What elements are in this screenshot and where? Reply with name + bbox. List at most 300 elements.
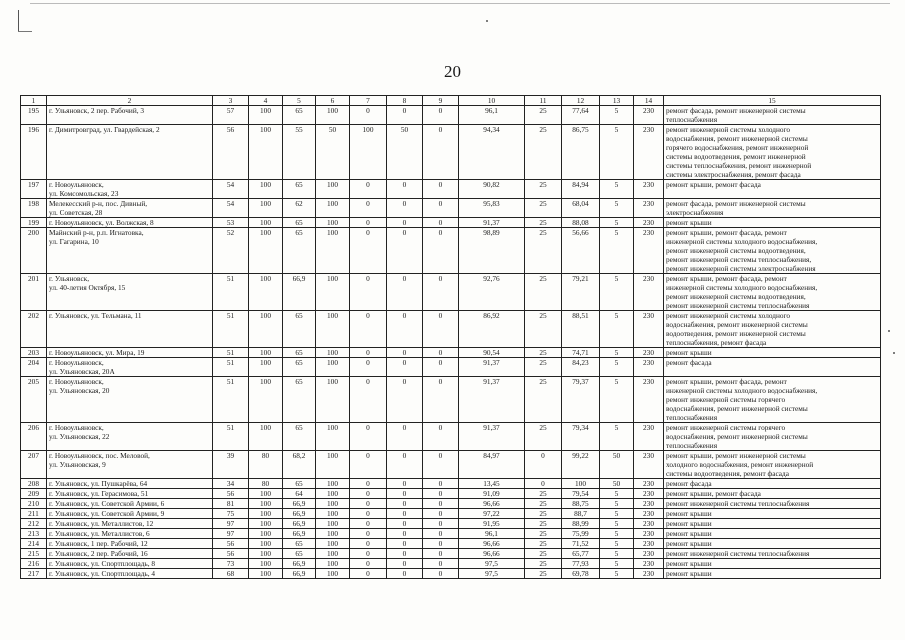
value-cell-c7: 0 bbox=[350, 529, 387, 539]
row-number: 217 bbox=[21, 569, 47, 579]
address-cell bbox=[47, 559, 213, 569]
address-cell-line: г. Ульяновск, ул. Советской Армии, 6 bbox=[49, 499, 165, 508]
column-header-4: 4 bbox=[249, 96, 283, 106]
value-cell-c4: 100 bbox=[249, 499, 283, 509]
address-cell-line: г. Ульяновск, ул. Металлистов, 6 bbox=[49, 529, 150, 538]
value-cell-c9: 0 bbox=[423, 559, 459, 569]
value-cell-c14: 230 bbox=[634, 549, 664, 559]
value-cell-c13: 5 bbox=[600, 274, 634, 311]
value-cell-c11: 25 bbox=[525, 274, 562, 311]
value-cell-c12: 84,94 bbox=[562, 180, 600, 199]
address-cell bbox=[47, 529, 213, 539]
value-cell-c12: 88,99 bbox=[562, 519, 600, 529]
table-row bbox=[21, 106, 881, 125]
row-number: 210 bbox=[21, 499, 47, 509]
value-cell-c3: 56 bbox=[213, 489, 249, 499]
value-cell-c12: 69,78 bbox=[562, 569, 600, 579]
value-cell-c5: 68,2 bbox=[283, 451, 316, 479]
value-cell-c6: 100 bbox=[316, 489, 350, 499]
value-cell-c14: 230 bbox=[634, 539, 664, 549]
value-cell-c5: 65 bbox=[283, 218, 316, 228]
value-cell-c14: 230 bbox=[634, 499, 664, 509]
row-number: 216 bbox=[21, 559, 47, 569]
value-cell-c13: 5 bbox=[600, 228, 634, 274]
works-cell-line: ремонт крыши bbox=[666, 509, 712, 518]
works-cell-line: водоснабжения, ремонт инженерной системы bbox=[666, 432, 808, 441]
value-cell-c10: 96,1 bbox=[459, 529, 525, 539]
address-cell-line: ул. Ульяновская, 22 bbox=[49, 432, 110, 441]
value-cell-c12: 88,7 bbox=[562, 509, 600, 519]
row-number: 212 bbox=[21, 519, 47, 529]
value-cell-c10: 91,37 bbox=[459, 377, 525, 423]
value-cell-c6: 100 bbox=[316, 358, 350, 377]
table-row bbox=[21, 228, 881, 274]
works-cell bbox=[664, 348, 881, 358]
value-cell-c12: 88,75 bbox=[562, 499, 600, 509]
value-cell-c7: 0 bbox=[350, 423, 387, 451]
value-cell-c9: 0 bbox=[423, 519, 459, 529]
value-cell-c14: 230 bbox=[634, 559, 664, 569]
works-cell-line: электроснабжения bbox=[666, 208, 724, 217]
value-cell-c12: 56,66 bbox=[562, 228, 600, 274]
value-cell-c5: 65 bbox=[283, 423, 316, 451]
value-cell-c13: 5 bbox=[600, 539, 634, 549]
works-cell-line: водоснабжения, ремонт инженерной системы bbox=[666, 404, 808, 413]
works-cell bbox=[664, 358, 881, 377]
value-cell-c8: 0 bbox=[387, 106, 423, 125]
value-cell-c7: 0 bbox=[350, 519, 387, 529]
works-cell bbox=[664, 489, 881, 499]
value-cell-c5: 65 bbox=[283, 180, 316, 199]
value-cell-c8: 0 bbox=[387, 228, 423, 274]
value-cell-c10: 84,97 bbox=[459, 451, 525, 479]
value-cell-c11: 0 bbox=[525, 451, 562, 479]
value-cell-c3: 51 bbox=[213, 311, 249, 348]
value-cell-c14: 230 bbox=[634, 377, 664, 423]
address-cell-line: г. Ульяновск, 2 пер. Рабочий, 16 bbox=[49, 549, 148, 558]
value-cell-c12: 99,22 bbox=[562, 451, 600, 479]
value-cell-c7: 0 bbox=[350, 509, 387, 519]
value-cell-c5: 65 bbox=[283, 228, 316, 274]
address-cell-line: г. Ульяновск, ул. Спортплощадь, 8 bbox=[49, 559, 156, 568]
value-cell-c7: 0 bbox=[350, 539, 387, 549]
works-cell-line: теплоснабжения bbox=[666, 115, 718, 124]
value-cell-c9: 0 bbox=[423, 199, 459, 218]
works-cell-line: теплоснабжения bbox=[666, 441, 718, 450]
table-row bbox=[21, 377, 881, 423]
value-cell-c9: 0 bbox=[423, 377, 459, 423]
value-cell-c5: 66,9 bbox=[283, 569, 316, 579]
value-cell-c4: 100 bbox=[249, 311, 283, 348]
value-cell-c6: 100 bbox=[316, 451, 350, 479]
works-cell-line: ремонт инженерной системы водоотведения, bbox=[666, 292, 806, 301]
row-number: 211 bbox=[21, 509, 47, 519]
value-cell-c3: 97 bbox=[213, 519, 249, 529]
address-cell-line: ул. 40-летия Октября, 15 bbox=[49, 283, 126, 292]
value-cell-c13: 5 bbox=[600, 489, 634, 499]
value-cell-c13: 50 bbox=[600, 451, 634, 479]
value-cell-c4: 100 bbox=[249, 539, 283, 549]
value-cell-c11: 25 bbox=[525, 519, 562, 529]
value-cell-c14: 230 bbox=[634, 348, 664, 358]
value-cell-c5: 65 bbox=[283, 106, 316, 125]
table-row bbox=[21, 519, 881, 529]
value-cell-c12: 86,75 bbox=[562, 125, 600, 180]
address-cell-line: Мелекесский р-н, пос. Дивный, bbox=[49, 199, 148, 208]
address-cell-line: г. Ульяновск, ул. Металлистов, 12 bbox=[49, 519, 154, 528]
address-cell-line: г. Ульяновск, ул. Герасимова, 51 bbox=[49, 489, 149, 498]
works-cell-line: холодного водоснабжения, ремонт инженерной bbox=[666, 460, 814, 469]
value-cell-c11: 25 bbox=[525, 180, 562, 199]
works-cell-line: ремонт инженерной системы теплоснабжения bbox=[666, 499, 810, 508]
address-cell-line: г. Димитровград, ул. Гвардейская, 2 bbox=[49, 125, 160, 134]
value-cell-c10: 91,37 bbox=[459, 218, 525, 228]
value-cell-c6: 100 bbox=[316, 519, 350, 529]
works-cell bbox=[664, 180, 881, 199]
works-cell-line: горячего водоснабжения, ремонт инженерной bbox=[666, 143, 809, 152]
works-cell-line: ремонт крыши bbox=[666, 539, 712, 548]
value-cell-c8: 0 bbox=[387, 180, 423, 199]
works-cell-line: ремонт крыши, ремонт фасада, ремонт bbox=[666, 274, 787, 283]
value-cell-c4: 100 bbox=[249, 569, 283, 579]
row-number: 197 bbox=[21, 180, 47, 199]
value-cell-c13: 5 bbox=[600, 519, 634, 529]
value-cell-c7: 0 bbox=[350, 499, 387, 509]
value-cell-c9: 0 bbox=[423, 479, 459, 489]
address-cell-line: ул. Ульяновская, 9 bbox=[49, 460, 106, 469]
works-cell bbox=[664, 199, 881, 218]
row-number: 203 bbox=[21, 348, 47, 358]
value-cell-c7: 0 bbox=[350, 377, 387, 423]
works-cell bbox=[664, 559, 881, 569]
row-number: 200 bbox=[21, 228, 47, 274]
value-cell-c4: 100 bbox=[249, 519, 283, 529]
table-row bbox=[21, 125, 881, 180]
value-cell-c10: 98,89 bbox=[459, 228, 525, 274]
value-cell-c3: 68 bbox=[213, 569, 249, 579]
value-cell-c13: 5 bbox=[600, 423, 634, 451]
value-cell-c14: 230 bbox=[634, 529, 664, 539]
column-header-14: 14 bbox=[634, 96, 664, 106]
works-cell bbox=[664, 423, 881, 451]
table-row bbox=[21, 451, 881, 479]
value-cell-c9: 0 bbox=[423, 274, 459, 311]
works-cell bbox=[664, 377, 881, 423]
address-cell-line: г. Ульяновск, ул. Тельмана, 11 bbox=[49, 311, 142, 320]
value-cell-c10: 96,66 bbox=[459, 549, 525, 559]
value-cell-c12: 75,99 bbox=[562, 529, 600, 539]
value-cell-c12: 77,93 bbox=[562, 559, 600, 569]
value-cell-c4: 100 bbox=[249, 348, 283, 358]
value-cell-c7: 0 bbox=[350, 559, 387, 569]
works-cell bbox=[664, 451, 881, 479]
value-cell-c6: 100 bbox=[316, 509, 350, 519]
value-cell-c8: 0 bbox=[387, 358, 423, 377]
value-cell-c12: 65,77 bbox=[562, 549, 600, 559]
value-cell-c14: 230 bbox=[634, 274, 664, 311]
column-header-2: 2 bbox=[47, 96, 213, 106]
value-cell-c5: 66,9 bbox=[283, 529, 316, 539]
column-header-6: 6 bbox=[316, 96, 350, 106]
value-cell-c9: 0 bbox=[423, 489, 459, 499]
value-cell-c5: 66,9 bbox=[283, 499, 316, 509]
value-cell-c4: 100 bbox=[249, 125, 283, 180]
works-cell-line: системы водоотведения, ремонт инженерной bbox=[666, 152, 806, 161]
works-cell-line: ремонт фасада, ремонт инженерной системы bbox=[666, 199, 806, 208]
works-cell-line: системы водоотведения, ремонт фасада bbox=[666, 469, 789, 478]
row-number: 206 bbox=[21, 423, 47, 451]
value-cell-c6: 100 bbox=[316, 180, 350, 199]
value-cell-c6: 100 bbox=[316, 274, 350, 311]
value-cell-c6: 50 bbox=[316, 125, 350, 180]
value-cell-c5: 65 bbox=[283, 479, 316, 489]
table-row bbox=[21, 539, 881, 549]
table-row bbox=[21, 423, 881, 451]
value-cell-c13: 5 bbox=[600, 549, 634, 559]
works-cell bbox=[664, 549, 881, 559]
value-cell-c4: 100 bbox=[249, 274, 283, 311]
table-row bbox=[21, 180, 881, 199]
value-cell-c5: 66,9 bbox=[283, 509, 316, 519]
value-cell-c7: 0 bbox=[350, 569, 387, 579]
address-cell-line: г. Ульяновск, ул. Спортплощадь, 4 bbox=[49, 569, 156, 578]
value-cell-c9: 0 bbox=[423, 549, 459, 559]
value-cell-c9: 0 bbox=[423, 358, 459, 377]
value-cell-c3: 54 bbox=[213, 180, 249, 199]
value-cell-c14: 230 bbox=[634, 519, 664, 529]
value-cell-c11: 25 bbox=[525, 559, 562, 569]
address-cell-line: ул. Ульяновская, 20 bbox=[49, 386, 110, 395]
value-cell-c3: 97 bbox=[213, 529, 249, 539]
scan-corner-mark bbox=[18, 10, 19, 32]
value-cell-c4: 100 bbox=[249, 529, 283, 539]
works-cell-line: системы электроснабжения, ремонт фасада bbox=[666, 170, 801, 179]
address-cell bbox=[47, 519, 213, 529]
column-header-7: 7 bbox=[350, 96, 387, 106]
table-row bbox=[21, 479, 881, 489]
value-cell-c4: 100 bbox=[249, 489, 283, 499]
value-cell-c8: 50 bbox=[387, 125, 423, 180]
value-cell-c10: 91,95 bbox=[459, 519, 525, 529]
value-cell-c8: 0 bbox=[387, 569, 423, 579]
column-header-10: 10 bbox=[459, 96, 525, 106]
works-cell bbox=[664, 218, 881, 228]
value-cell-c8: 0 bbox=[387, 529, 423, 539]
value-cell-c12: 79,54 bbox=[562, 489, 600, 499]
works-cell-line: водоснабжения, ремонт инженерной системы bbox=[666, 134, 808, 143]
value-cell-c13: 5 bbox=[600, 348, 634, 358]
address-cell bbox=[47, 218, 213, 228]
value-cell-c11: 25 bbox=[525, 358, 562, 377]
row-number: 195 bbox=[21, 106, 47, 125]
value-cell-c4: 100 bbox=[249, 377, 283, 423]
value-cell-c4: 100 bbox=[249, 199, 283, 218]
value-cell-c13: 5 bbox=[600, 199, 634, 218]
value-cell-c4: 80 bbox=[249, 479, 283, 489]
address-cell-line: ул. Комсомольская, 23 bbox=[49, 189, 119, 198]
value-cell-c13: 5 bbox=[600, 509, 634, 519]
table-row bbox=[21, 549, 881, 559]
address-cell-line: г. Ульяновск, ул. Пушкарёва, 64 bbox=[49, 479, 148, 488]
value-cell-c10: 97,5 bbox=[459, 559, 525, 569]
works-cell-line: ремонт инженерной системы горячего bbox=[666, 395, 786, 404]
works-cell-line: ремонт инженерной системы холодного bbox=[666, 311, 791, 320]
table-row bbox=[21, 311, 881, 348]
address-cell-line: ул. Ульяновская, 20А bbox=[49, 367, 115, 376]
value-cell-c12: 71,52 bbox=[562, 539, 600, 549]
value-cell-c10: 97,22 bbox=[459, 509, 525, 519]
table-row bbox=[21, 509, 881, 519]
value-cell-c6: 100 bbox=[316, 348, 350, 358]
value-cell-c13: 50 bbox=[600, 479, 634, 489]
value-cell-c7: 0 bbox=[350, 311, 387, 348]
works-cell-line: ремонт крыши, ремонт фасада, ремонт bbox=[666, 228, 787, 237]
table-row bbox=[21, 529, 881, 539]
works-cell-line: ремонт крыши, ремонт инженерной системы bbox=[666, 451, 806, 460]
address-cell-line: г. Новоульяновск, bbox=[49, 377, 104, 386]
works-cell-line: ремонт крыши bbox=[666, 529, 712, 538]
value-cell-c9: 0 bbox=[423, 348, 459, 358]
value-cell-c13: 5 bbox=[600, 106, 634, 125]
value-cell-c5: 65 bbox=[283, 348, 316, 358]
value-cell-c3: 51 bbox=[213, 423, 249, 451]
works-cell-line: ремонт инженерной системы теплоснабжения bbox=[666, 549, 810, 558]
address-cell bbox=[47, 479, 213, 489]
column-header-9: 9 bbox=[423, 96, 459, 106]
value-cell-c9: 0 bbox=[423, 569, 459, 579]
value-cell-c3: 75 bbox=[213, 509, 249, 519]
value-cell-c10: 95,83 bbox=[459, 199, 525, 218]
column-header-8: 8 bbox=[387, 96, 423, 106]
works-cell-line: ремонт крыши, ремонт фасада bbox=[666, 489, 761, 498]
address-cell bbox=[47, 125, 213, 180]
row-number: 196 bbox=[21, 125, 47, 180]
works-cell-line: ремонт крыши bbox=[666, 559, 712, 568]
value-cell-c8: 0 bbox=[387, 479, 423, 489]
works-cell-line: ремонт крыши, ремонт фасада, ремонт bbox=[666, 377, 787, 386]
address-cell-line: г. Новоульяновск, пос. Меловой, bbox=[49, 451, 150, 460]
value-cell-c7: 0 bbox=[350, 106, 387, 125]
works-cell bbox=[664, 125, 881, 180]
value-cell-c7: 0 bbox=[350, 479, 387, 489]
works-cell-line: ремонт крыши bbox=[666, 348, 712, 357]
value-cell-c13: 5 bbox=[600, 311, 634, 348]
scan-top-edge bbox=[30, 3, 890, 4]
value-cell-c9: 0 bbox=[423, 218, 459, 228]
works-cell bbox=[664, 274, 881, 311]
value-cell-c7: 0 bbox=[350, 549, 387, 559]
page-number: 20 bbox=[444, 62, 461, 81]
works-cell-line: ремонт инженерной системы электроснабжения bbox=[666, 264, 816, 273]
value-cell-c6: 100 bbox=[316, 499, 350, 509]
value-cell-c9: 0 bbox=[423, 499, 459, 509]
works-cell-line: ремонт инженерной системы теплоснабжения bbox=[666, 301, 810, 310]
value-cell-c7: 0 bbox=[350, 489, 387, 499]
value-cell-c13: 5 bbox=[600, 358, 634, 377]
row-number: 209 bbox=[21, 489, 47, 499]
value-cell-c4: 100 bbox=[249, 228, 283, 274]
value-cell-c6: 100 bbox=[316, 539, 350, 549]
works-cell-line: ремонт крыши, ремонт фасада bbox=[666, 180, 761, 189]
value-cell-c7: 0 bbox=[350, 358, 387, 377]
value-cell-c7: 0 bbox=[350, 228, 387, 274]
value-cell-c5: 65 bbox=[283, 377, 316, 423]
value-cell-c3: 54 bbox=[213, 199, 249, 218]
value-cell-c13: 5 bbox=[600, 559, 634, 569]
value-cell-c11: 25 bbox=[525, 311, 562, 348]
value-cell-c10: 86,92 bbox=[459, 311, 525, 348]
value-cell-c14: 230 bbox=[634, 509, 664, 519]
value-cell-c10: 13,45 bbox=[459, 479, 525, 489]
value-cell-c12: 74,71 bbox=[562, 348, 600, 358]
works-cell-line: ремонт инженерной системы водоотведения, bbox=[666, 246, 806, 255]
scan-corner-mark-horizontal bbox=[18, 31, 32, 32]
value-cell-c12: 88,51 bbox=[562, 311, 600, 348]
scan-speck bbox=[893, 352, 895, 354]
value-cell-c12: 88,08 bbox=[562, 218, 600, 228]
value-cell-c4: 100 bbox=[249, 218, 283, 228]
value-cell-c11: 25 bbox=[525, 549, 562, 559]
row-number: 205 bbox=[21, 377, 47, 423]
value-cell-c12: 79,34 bbox=[562, 423, 600, 451]
value-cell-c8: 0 bbox=[387, 199, 423, 218]
value-cell-c14: 230 bbox=[634, 569, 664, 579]
row-number: 207 bbox=[21, 451, 47, 479]
value-cell-c6: 100 bbox=[316, 228, 350, 274]
value-cell-c13: 5 bbox=[600, 180, 634, 199]
works-cell bbox=[664, 228, 881, 274]
value-cell-c10: 97,5 bbox=[459, 569, 525, 579]
row-number: 215 bbox=[21, 549, 47, 559]
value-cell-c7: 0 bbox=[350, 451, 387, 479]
value-cell-c6: 100 bbox=[316, 549, 350, 559]
value-cell-c5: 65 bbox=[283, 311, 316, 348]
value-cell-c7: 0 bbox=[350, 199, 387, 218]
works-cell-line: водоотведения, ремонт инженерной системы bbox=[666, 329, 806, 338]
value-cell-c11: 25 bbox=[525, 228, 562, 274]
value-cell-c8: 0 bbox=[387, 549, 423, 559]
value-cell-c5: 65 bbox=[283, 539, 316, 549]
value-cell-c8: 0 bbox=[387, 539, 423, 549]
value-cell-c6: 100 bbox=[316, 569, 350, 579]
column-header-15: 15 bbox=[664, 96, 881, 106]
works-cell-line: ремонт крыши bbox=[666, 569, 712, 578]
value-cell-c12: 100 bbox=[562, 479, 600, 489]
value-cell-c11: 25 bbox=[525, 489, 562, 499]
value-cell-c8: 0 bbox=[387, 274, 423, 311]
works-cell bbox=[664, 106, 881, 125]
address-cell bbox=[47, 228, 213, 274]
column-header-1: 1 bbox=[21, 96, 47, 106]
value-cell-c4: 100 bbox=[249, 180, 283, 199]
value-cell-c6: 100 bbox=[316, 559, 350, 569]
table-row bbox=[21, 569, 881, 579]
value-cell-c11: 25 bbox=[525, 125, 562, 180]
table-row bbox=[21, 348, 881, 358]
value-cell-c10: 94,34 bbox=[459, 125, 525, 180]
value-cell-c11: 25 bbox=[525, 529, 562, 539]
works-cell-line: ремонт фасада bbox=[666, 479, 712, 488]
value-cell-c14: 230 bbox=[634, 423, 664, 451]
value-cell-c14: 230 bbox=[634, 199, 664, 218]
address-cell bbox=[47, 539, 213, 549]
value-cell-c10: 91,37 bbox=[459, 358, 525, 377]
value-cell-c10: 96,1 bbox=[459, 106, 525, 125]
value-cell-c12: 79,37 bbox=[562, 377, 600, 423]
value-cell-c5: 65 bbox=[283, 358, 316, 377]
address-cell bbox=[47, 199, 213, 218]
value-cell-c7: 0 bbox=[350, 218, 387, 228]
